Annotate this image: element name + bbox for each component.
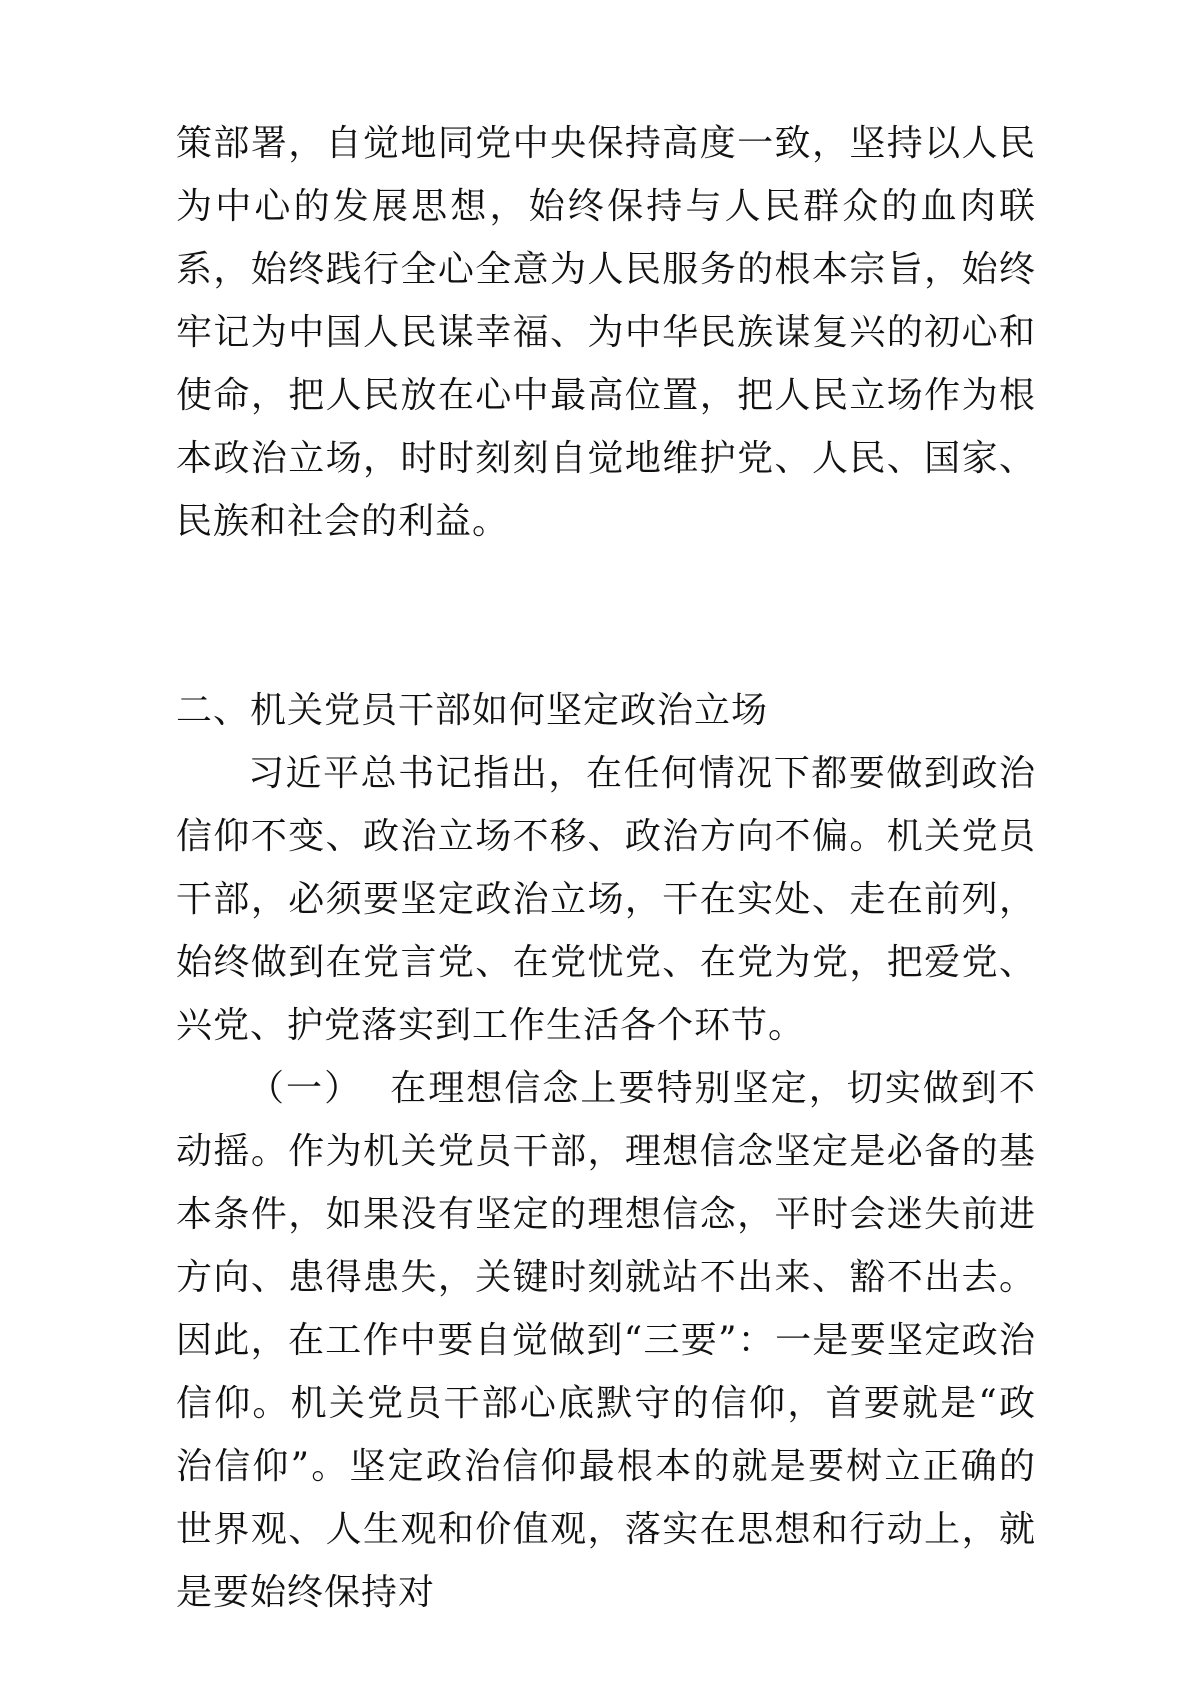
continued-paragraph: 策部署，自觉地同党中央保持高度一致，坚持以人民为中心的发展思想，始终保持与人民群众的血肉联系，始终践行全心全意为人民服务的根本宗旨，始终牢记为中国人民谋幸福、为中华民族谋复兴的初心和使命，把人民放在心中最高位置，把人民立场作为根本政治立场，时时刻刻自觉地维护党、人民、国家、民族和社会的利益。 (176, 123, 1036, 542)
section-gap (176, 553, 1036, 679)
subsection-number: （一） (248, 1068, 363, 1109)
subsection-text: 在理想信念上要特别坚定，切实做到不动摇。作为机关党员干部，理想信念坚定是必备的基本条件，如果没有坚定的理想信念，平时会迷失前进方向、患得患失，关键时刻就站不出来、豁不出去。因此，在工作中要自觉做到“三要”：一是要坚定政治信仰。机关党员干部心底默守的信仰，首要就是“政治信仰”。坚定政治信仰最根本的就是要树立正确的世界观、人生观和价值观，落实在思想和行动上，就是要始终保持对 (176, 1068, 1036, 1613)
section-intro-paragraph: 习近平总书记指出，在任何情况下都要做到政治信仰不变、政治立场不移、政治方向不偏。机关党员干部，必须要坚定政治立场，干在实处、走在前列，始终做到在党言党、在党忧党、在党为党，把爱党、兴党、护党落实到工作生活各个环节。 (176, 753, 1036, 1046)
document-page (176, 112, 1036, 1624)
section-heading: 二、机关党员干部如何坚定政治立场 (176, 690, 769, 731)
subsection-paragraph (176, 1057, 1036, 1624)
